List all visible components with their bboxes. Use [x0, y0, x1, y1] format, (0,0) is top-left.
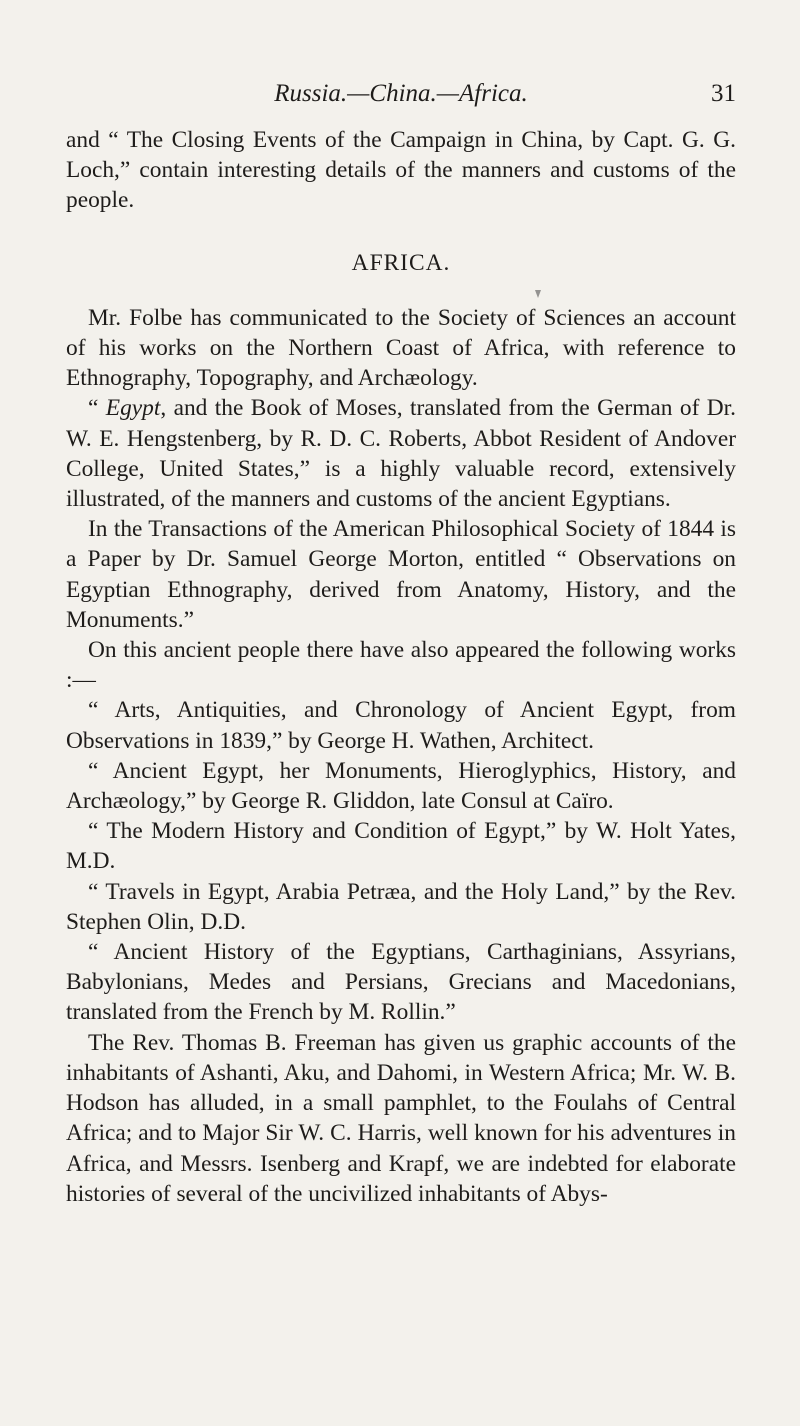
paragraph-freeman: The Rev. Thomas B. Freeman has given us graphic accounts of the inhabitants of Ashanti, Aku, and Dahomi, in Western Africa; Mr. W. B. Hodson has alluded, in a small pamphlet, to the Foulahs of Central Africa; and to Major Sir W. C. Harris, well known for his adventures in Africa, and Messrs. Isenberg and Krapf, we are indebted for elaborate histories of several of the uncivilized inhabitants of Abys-	[66, 1029, 736, 1207]
paragraph-folbe: Mr. Folbe has communicated to the Society of Sciences an account of his works on the Northern Coast of Africa, with reference to Ethnography, Topography, and Archæology.	[66, 304, 736, 392]
page-number: 31	[711, 80, 736, 107]
running-title: Russia.—China.—Africa.	[274, 80, 528, 107]
paragraph-egypt-moses-rest: , and the Book of Moses, translated from the German of Dr. W. E. Hengstenberg, by R. D. C. Roberts, Abbot Resident of Andover College, United States,” is a highly valuable record, extensively illustrated, of the manners and customs of the ancient Egyptians.	[66, 395, 736, 513]
list-item-wathen: “ Arts, Antiquities, and Chronology of Ancient Egypt, from Observations in 1839,” by George H. Wathen, Architect.	[66, 697, 736, 754]
opening-quote: “	[88, 395, 106, 422]
body-text	[66, 125, 736, 1209]
list-item-rollin: “ Ancient History of the Egyptians, Carthaginians, Assyrians, Babylonians, Medes and Persians, Grecians and Macedonians, translated from the French by M. Rollin.”	[66, 939, 736, 1026]
section-heading-africa: AFRICA.	[351, 249, 451, 276]
paragraph-philosophical-society: In the Transactions of the American Philosophical Society of 1844 is a Paper by Dr. Samuel George Morton, entitled “ Observations on Egyptian Ethnography, derived from Anatomy, History, and the Monuments.”	[66, 516, 736, 633]
paragraph-china-continuation: and “ The Closing Events of the Campaign in China, by Capt. G. G. Loch,” contain interesting details of the manners and customs of the people.	[66, 127, 736, 214]
list-item-gliddon: “ Ancient Egypt, her Monuments, Hieroglyphics, History, and Archæology,” by George R. Gliddon, late Consul at Caïro.	[66, 757, 736, 815]
paragraph-egypt-moses	[66, 393, 736, 514]
list-item-olin: “ Travels in Egypt, Arabia Petræa, and the Holy Land,” by the Rev. Stephen Olin, D.D.	[66, 878, 736, 935]
paragraph-following-works: On this ancient people there have also appeared the following works :—	[66, 637, 736, 694]
running-head	[66, 76, 736, 112]
list-item-yates: “ The Modern History and Condition of Egypt,” by W. Holt Yates, M.D.	[66, 818, 736, 875]
italic-title-egypt: Egypt	[105, 395, 161, 422]
